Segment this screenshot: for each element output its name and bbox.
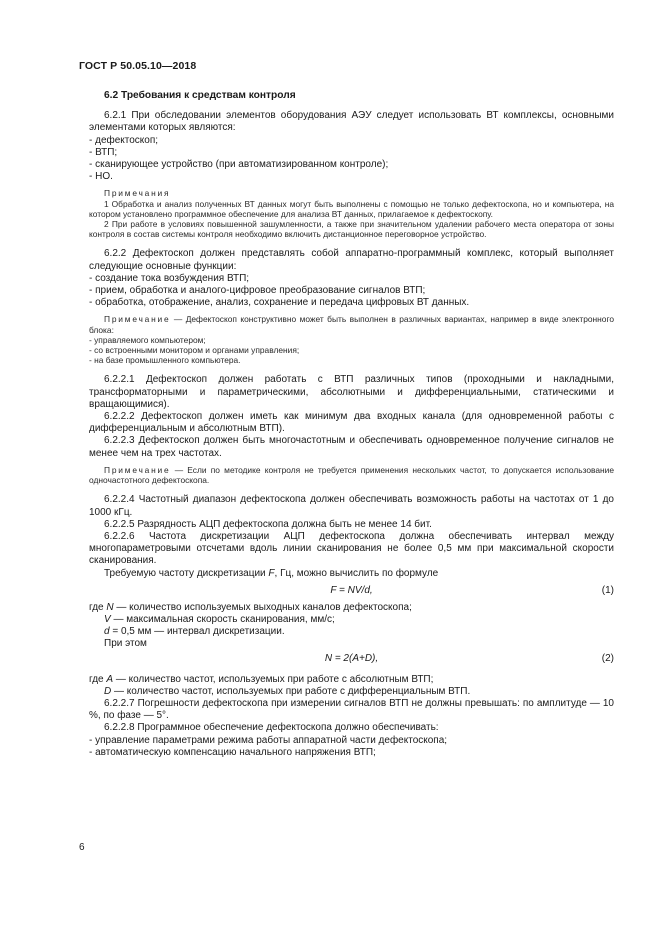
page-number: 6	[79, 842, 85, 853]
formula-expression: N = 2(A+D),	[324, 652, 379, 664]
note-label: Примечание	[104, 464, 171, 475]
list-item: - НО.	[89, 171, 113, 183]
where-list-2	[89, 674, 614, 698]
where-line: где A — количество частот, используемых при работе с абсолютным ВТП;	[89, 673, 434, 685]
list-item: - на базе промышленного компьютера.	[89, 355, 241, 366]
paragraph-6-2-2-6: 6.2.2.6 Частота дискретизации АЦП дефектоскопа должна обеспечивать интервал между многопараметровыми отсчетами вдоль линии сканирования не более 0,5 мм при максимальной скорости сканирования.	[89, 530, 614, 567]
where-list-1	[89, 602, 614, 639]
where-line: V — максимальная скорость сканирования, мм/с;	[104, 613, 335, 625]
formula-2	[89, 653, 614, 670]
paragraph-6-2-2-5: 6.2.2.5 Разрядность АЦП дефектоскопа должна быть не менее 14 бит.	[104, 518, 432, 530]
page-body	[89, 90, 614, 759]
note-item-2: 2 При работе в условиях повышенной зашумленности, а также при значительном удалении рабочего места оператора от зоны контроля в состав системы контроля необходимо включить дистанционное переговорное устройство.	[89, 219, 614, 240]
list-item: - прием, обработка и аналого-цифровое преобразование сигналов ВТП;	[89, 285, 426, 297]
paragraph-6-2-2-2: 6.2.2.2 Дефектоскоп должен иметь как минимум два входных канала (для одновременной работы с дифференциальным и абсолютным ВТП).	[89, 411, 614, 435]
note-text: — Дефектоскоп конструктивно может быть выполнен в различных вариантах, например в виде электронного блока:	[89, 314, 614, 335]
formula-1	[89, 585, 614, 602]
formula-number: (1)	[601, 584, 614, 596]
where-line: D — количество частот, используемых при работе с дифференциальным ВТП.	[104, 685, 471, 697]
where-line: где N — количество используемых выходных каналов дефектоскопа;	[89, 601, 412, 613]
note-block-3	[89, 465, 614, 485]
component-list	[89, 135, 614, 184]
section-title: 6.2 Требования к средствам контроля	[104, 90, 296, 101]
paragraph-6-2-2-3: 6.2.2.3 Дефектоскоп должен быть многочастотным и обеспечивать одновременное получение сигналов не менее чем на трех частотах.	[89, 435, 614, 459]
pri-etom: При этом	[104, 638, 147, 650]
list-item: - управляемого компьютером;	[89, 334, 206, 345]
list-item: - сканирующее устройство (при автоматизированном контроле);	[89, 159, 389, 171]
note-title: Примечания	[104, 188, 171, 199]
list-item: - дефектоскоп;	[89, 134, 159, 146]
note-text: — Если по методике контроля не требуется применения нескольких частот, то допускается использование одночастотного дефектоскопа.	[89, 464, 614, 486]
list-item: - создание тока возбуждения ВТП;	[89, 272, 250, 284]
formula-intro: Требуемую частоту дискретизации F, Гц, можно вычислить по формуле	[104, 567, 439, 579]
note-item-1: 1 Обработка и анализ полученных ВТ данных могут быть выполнены с помощью не только дефектоскопа, но и компьютера, на котором установлено программное обеспечение для анализа ВТ данных, прилагаемое к дефектоскопу.	[89, 198, 614, 219]
where-line: d = 0,5 мм — интервал дискретизации.	[104, 626, 285, 638]
note-label: Примечание	[104, 314, 171, 325]
list-item: - ВТП;	[89, 146, 118, 158]
paragraph-6-2-2-1: 6.2.2.1 Дефектоскоп должен работать с ВТП различных типов (проходными и накладными, трансформаторными и параметрическими, абсолютными и дифференциальными, статическими и вращающимися).	[89, 374, 614, 410]
function-list	[89, 273, 614, 310]
note-block-1	[89, 188, 614, 239]
paragraph-6-2-2-4: 6.2.2.4 Частотный диапазон дефектоскопа должен обеспечивать возможность работы на частотах от 1 до 1000 кГц.	[89, 494, 614, 518]
formula-expression: F = NV/d,	[330, 584, 373, 596]
note-block-2	[89, 314, 614, 365]
paragraph-6-2-2-8: 6.2.2.8 Программное обеспечение дефектоскопа должно обеспечивать:	[104, 722, 439, 734]
paragraph-6-2-2: 6.2.2 Дефектоскоп должен представлять собой аппаратно-программный комплекс, который выполняет следующие основные функции:	[89, 248, 614, 272]
paragraph-6-2-1: 6.2.1 При обследовании элементов оборудования АЭУ следует использовать ВТ комплексы, основными элементами которых являются:	[89, 110, 614, 134]
list-item: - управление параметрами режима работы аппаратной части дефектоскопа;	[89, 734, 448, 746]
paragraph-6-2-2-7: 6.2.2.7 Погрешности дефектоскопа при измерении сигналов ВТП не должны превышать: по амплитуде — 10 %, по фазе — 5°.	[89, 697, 614, 722]
list-item: - со встроенными монитором и органами управления;	[89, 345, 300, 356]
formula-number: (2)	[601, 652, 614, 664]
list-item: - обработка, отображение, анализ, сохранение и передача цифровых ВТ данных.	[89, 297, 470, 309]
document-code-header: ГОСТ Р 50.05.10—2018	[79, 60, 197, 72]
list-item: - автоматическую компенсацию начального напряжения ВТП;	[89, 746, 376, 758]
